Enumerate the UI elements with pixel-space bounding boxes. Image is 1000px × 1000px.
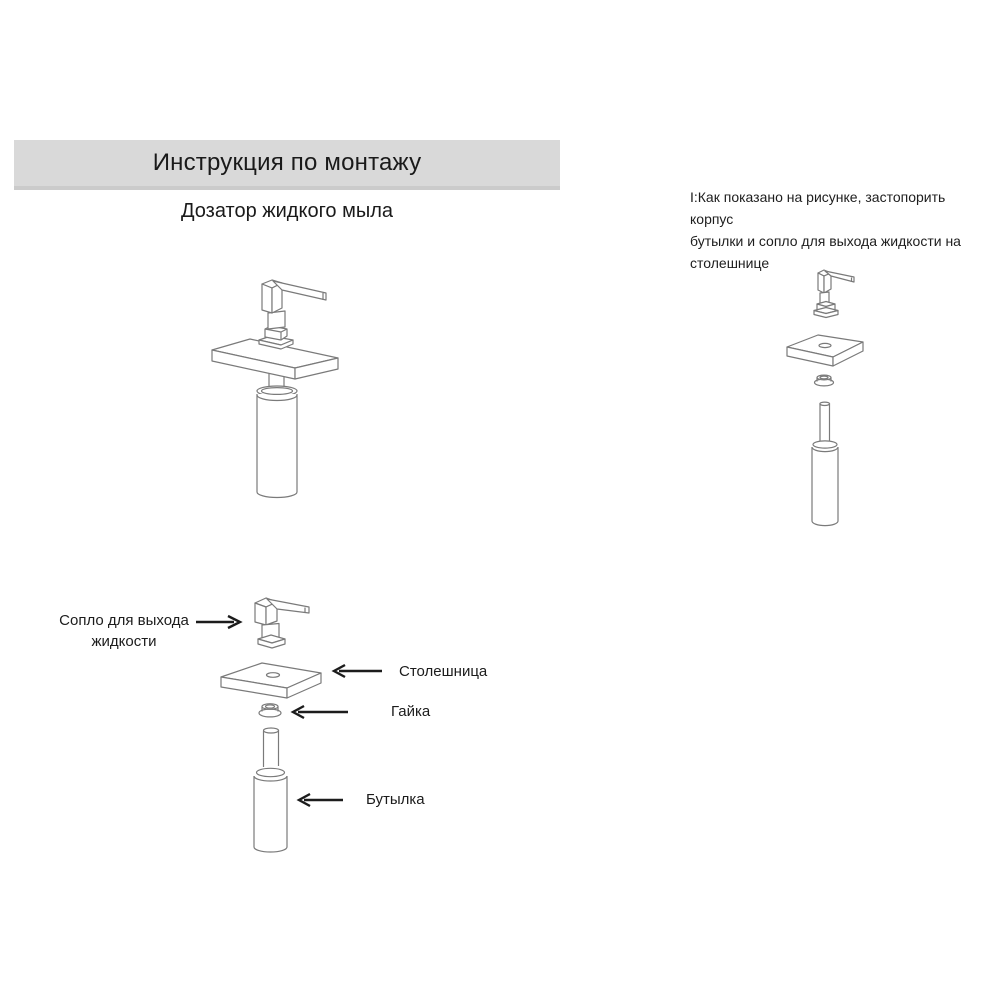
nozzle-label-line-1: Сопло для выхода — [59, 612, 189, 629]
product-subtitle: Дозатор жидкого мыла — [180, 200, 394, 222]
bottle-shape — [257, 386, 297, 497]
tube-lines — [264, 728, 279, 767]
exploded-dispenser-figure — [770, 260, 870, 535]
assembled-dispenser-figure — [195, 270, 345, 510]
nut-shape — [259, 704, 281, 717]
countertop-callout-arrow — [334, 665, 382, 677]
nozzle-label — [56, 610, 192, 652]
header-bar — [14, 140, 560, 190]
nut-shape — [815, 375, 834, 386]
nut-callout-arrow — [293, 706, 348, 718]
bottle-label: Бутылка — [366, 791, 425, 808]
plate-shape — [221, 663, 321, 698]
step-1-line-3: столешнице — [690, 255, 770, 271]
step-1-line-2: бутылки и сопло для выхода жидкости на — [690, 233, 961, 249]
step-1-line-1: I:Как показано на рисунке, застопорить корпус — [690, 189, 946, 227]
page-title: Инструкция по монтажу — [152, 149, 422, 176]
bottle-shape — [812, 441, 838, 526]
collar-shapes — [265, 311, 287, 340]
bottle-callout-arrow — [299, 794, 343, 806]
tube-lines — [820, 402, 830, 442]
pump-head-shape — [814, 270, 854, 318]
bottle-shape — [254, 768, 287, 852]
nozzle-label-line-2: жидкости — [91, 633, 157, 650]
pump-head-shape — [255, 598, 309, 648]
countertop-label: Столешница — [399, 663, 488, 680]
exploded-dispenser-drawing-icon — [770, 260, 870, 535]
nozzle-callout-arrow — [196, 616, 240, 628]
assembled-dispenser-drawing-icon — [195, 270, 345, 510]
plate-shape — [787, 335, 863, 366]
pump-head-shape — [262, 280, 326, 313]
nut-label: Гайка — [391, 703, 431, 720]
